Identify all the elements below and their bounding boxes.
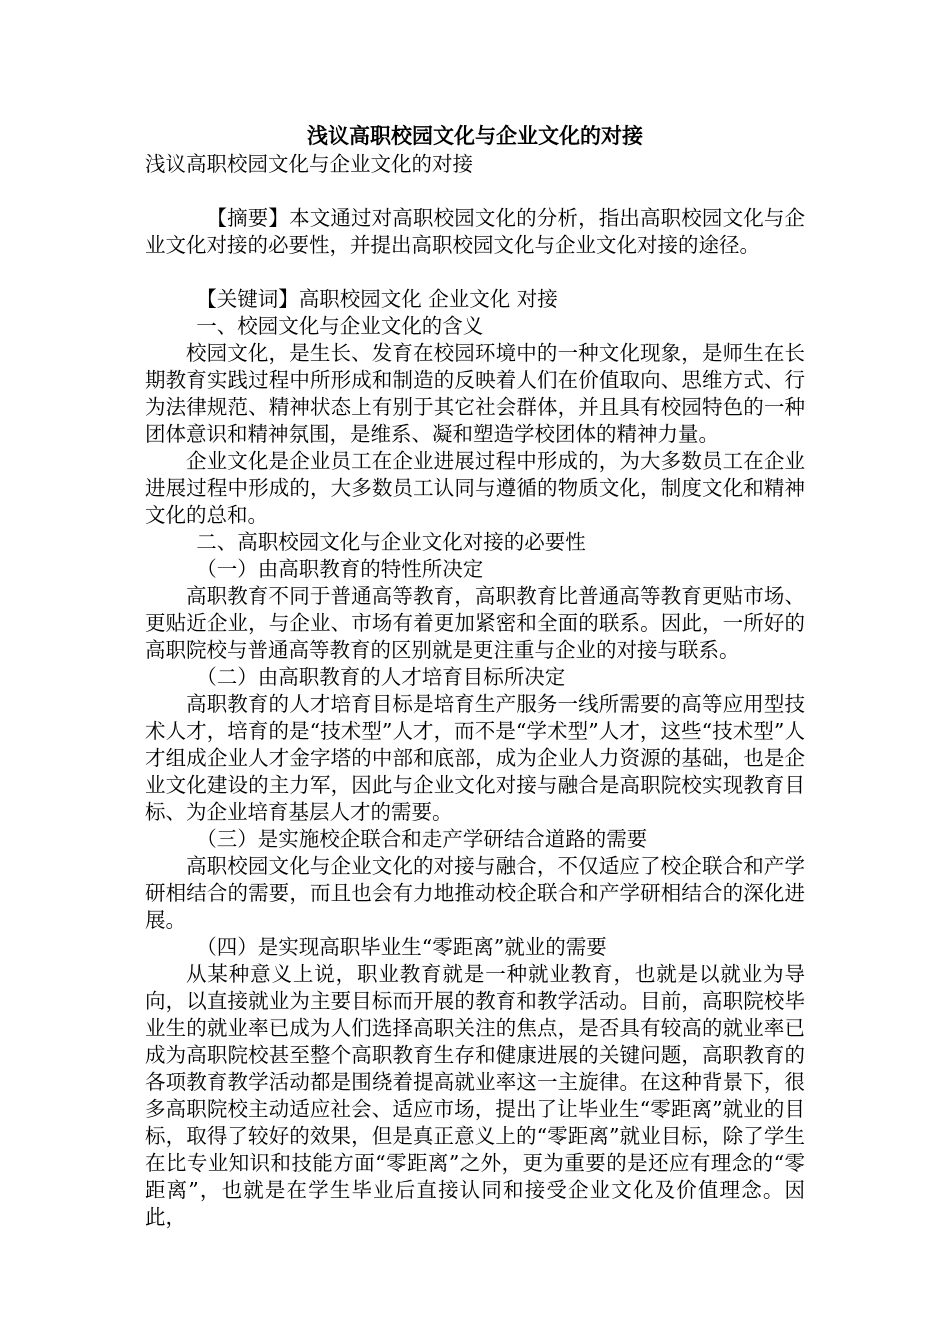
document-title: 浅议高职校园文化与企业文化的对接 bbox=[307, 123, 643, 148]
paragraph-sub3: 高职校园文化与企业文化的对接与融合，不仅适应了校企联合和产学研相结合的需要，而且也会有力地推动校企联合和产学研相结合的深化进展。 bbox=[145, 854, 805, 932]
paragraph-campus-culture: 校园文化，是生长、发育在校园环境中的一种文化现象，是师生在长期教育实践过程中所形成和制造的反映着人们在价值取向、思维方式、行为法律规范、精神状态上有别于其它社会群体，并且具有校园特色的一种团体意识和精神氛围，是维系、凝和塑造学校团体的精神力量。 bbox=[145, 341, 805, 446]
keywords-line: 【关键词】高职校园文化 企业文化 对接 bbox=[196, 287, 558, 311]
subsection-heading-2: （二）由高职教育的人才培育目标所决定 bbox=[196, 665, 566, 689]
paragraph-enterprise-culture: 企业文化是企业员工在企业进展过程中形成的，为大多数员工在企业进展过程中形成的，大多数员工认同与遵循的物质文化，制度文化和精神文化的总和。 bbox=[145, 449, 805, 527]
subsection-heading-4: （四）是实现高职毕业生“零距离”就业的需要 bbox=[196, 935, 607, 959]
section-heading-1: 一、校园文化与企业文化的含义 bbox=[196, 314, 484, 338]
section-heading-2: 二、高职校园文化与企业文化对接的必要性 bbox=[196, 530, 586, 554]
paragraph-sub4: 从某种意义上说，职业教育就是一种就业教育，也就是以就业为导向，以直接就业为主要目标而开展的教育和教学活动。目前，高职院校毕业生的就业率已成为人们选择高职关注的焦点，是否具有较高的就业率已成为高职院校甚至整个高职教育生存和健康进展的关键问题，高职教育的各项教育教学活动都是围绕着提高就业率这一主旋律。在这种背景下，很多高职院校主动适应社会、适应市场，提出了让毕业生“零距离”就业的目标，取得了较好的效果，但是真正意义上的“零距离”就业目标，除了学生在比专业知识和技能方面“零距离”之外，更为重要的是还应有理念的“零距离”，也就是在学生毕业后直接认同和接受企业文化及价值理念。因此， bbox=[145, 962, 805, 1229]
subsection-heading-3: （三）是实施校企联合和走产学研结合道路的需要 bbox=[196, 827, 648, 851]
subsection-heading-1: （一）由高职教育的特性所决定 bbox=[196, 557, 484, 581]
paragraph-sub2: 高职教育的人才培育目标是培育生产服务一线所需要的高等应用型技术人才，培育的是“技术型”人才，而不是“学术型”人才，这些“技术型”人才组成企业人才金字塔的中部和底部，成为企业人力资源的基础，也是企业文化建设的主力军，因此与企业文化对接与融合是高职院校实现教育目标、为企业培育基层人才的需要。 bbox=[145, 692, 805, 824]
spacer bbox=[145, 259, 805, 286]
paragraph-sub1: 高职教育不同于普通高等教育，高职教育比普通高等教育更贴市场、更贴近企业，与企业、市场有着更加紧密和全面的联系。因此，一所好的高职院校与普通高等教育的区别就是更注重与企业的对接与联系。 bbox=[145, 584, 805, 662]
abstract-paragraph: 【摘要】本文通过对高职校园文化的分析，指出高职校园文化与企业文化对接的必要性，并提出高职校园文化与企业文化对接的途径。 bbox=[145, 206, 805, 257]
document-subtitle: 浅议高职校园文化与企业文化的对接 bbox=[145, 152, 473, 176]
document-body bbox=[145, 121, 805, 1231]
